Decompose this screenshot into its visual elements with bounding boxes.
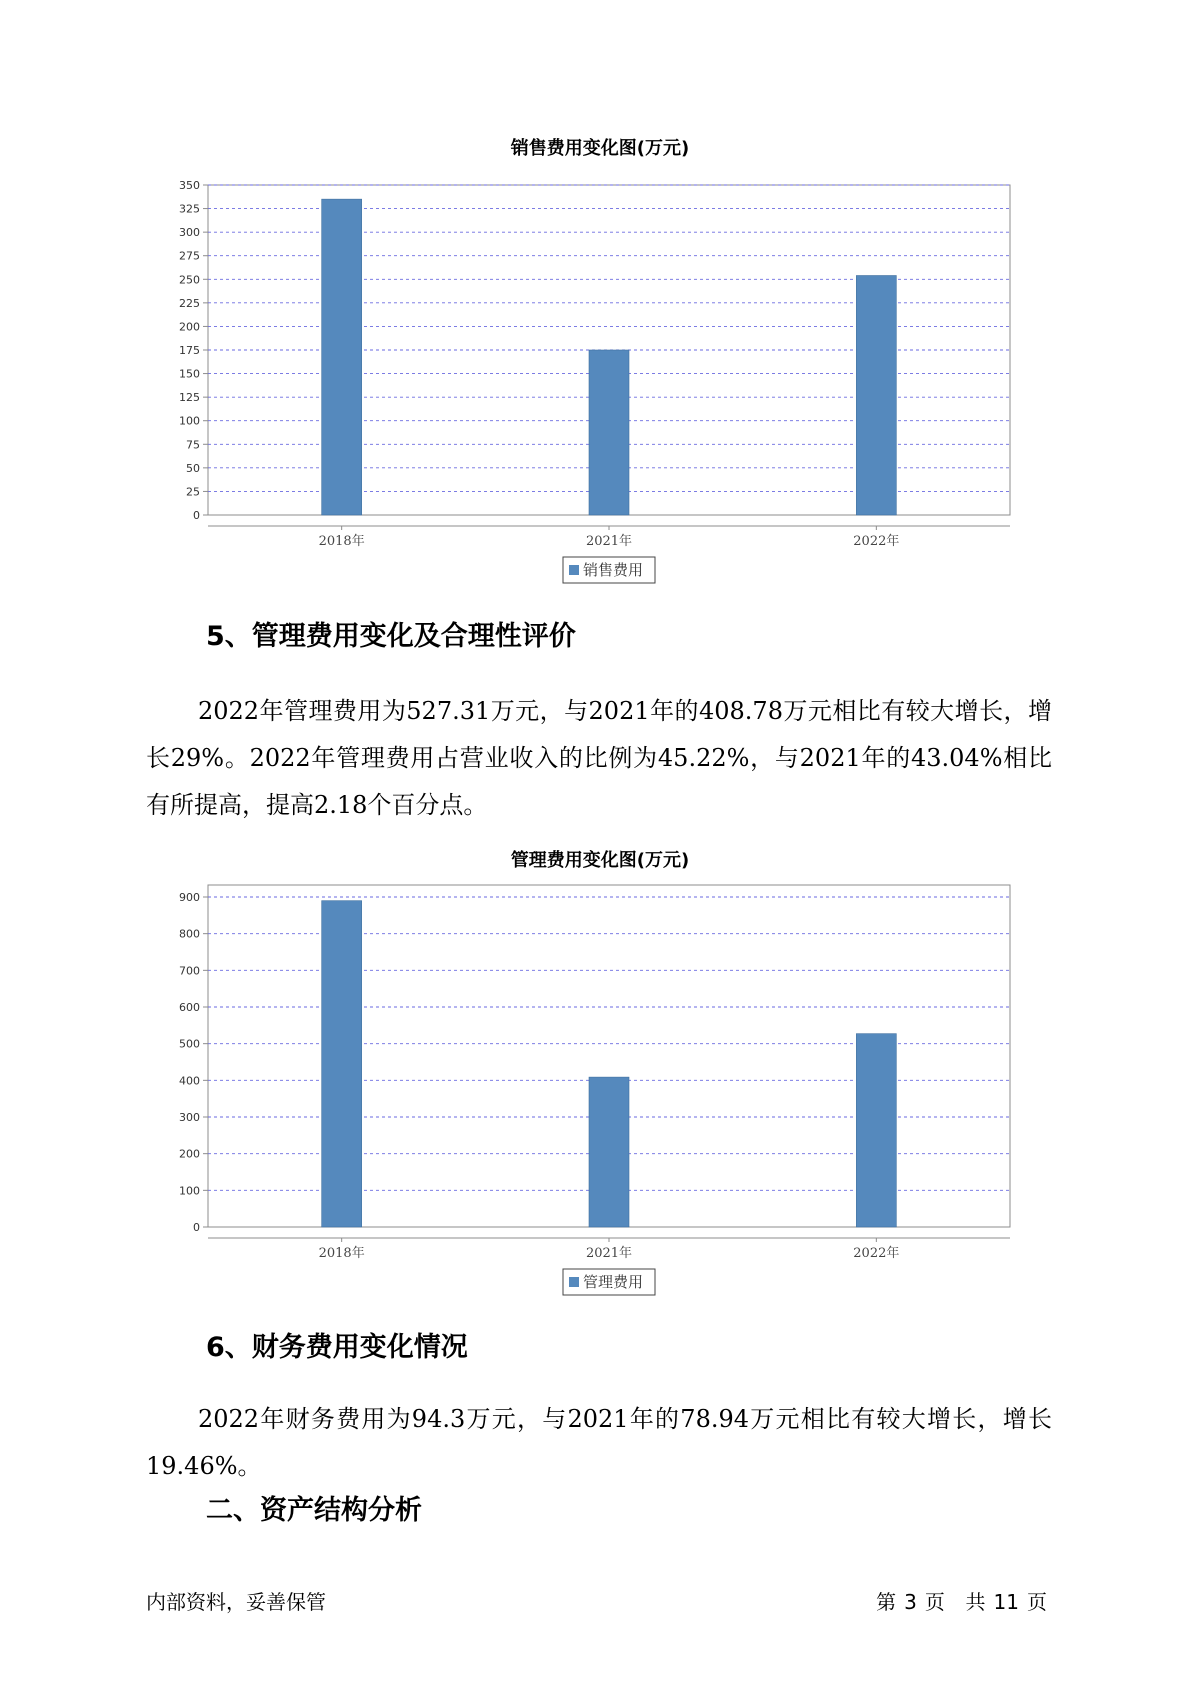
- page-unit: 页: [924, 1590, 945, 1614]
- x-tick-label: 2022年: [853, 534, 900, 549]
- page-number: 3: [904, 1590, 917, 1614]
- bar: [322, 199, 362, 515]
- y-tick-label: 325: [179, 202, 200, 216]
- legend-swatch: [569, 565, 579, 575]
- y-tick-label: 100: [179, 1184, 200, 1198]
- legend: [563, 557, 655, 583]
- total-unit: 页: [1027, 1590, 1047, 1614]
- total-pages: 11: [993, 1590, 1019, 1614]
- bar: [856, 276, 896, 515]
- y-tick-label: 0: [193, 1221, 200, 1234]
- y-tick-label: 600: [179, 1001, 200, 1014]
- chart-svg: [150, 842, 1030, 1304]
- y-tick-label: 75: [186, 438, 200, 452]
- y-tick-label: 150: [179, 367, 200, 381]
- y-tick-label: 300: [179, 226, 200, 240]
- y-tick-label: 25: [186, 485, 200, 499]
- y-tick-label: 900: [179, 891, 200, 904]
- chart-title: 销售费用变化图(万元): [510, 138, 690, 159]
- x-tick-label: 2018年: [318, 534, 365, 549]
- bar: [322, 901, 362, 1227]
- sales-expense-chart: [150, 130, 1030, 592]
- footer-confidential-note: 内部资料，妥善保管: [146, 1590, 326, 1614]
- y-tick-label: 200: [179, 320, 200, 334]
- y-tick-label: 350: [179, 179, 200, 192]
- x-tick-label: 2022年: [853, 1246, 900, 1261]
- legend-label: 销售费用: [583, 561, 644, 579]
- chart-title: 管理费用变化图(万元): [510, 850, 690, 871]
- x-tick-label: 2021年: [585, 534, 633, 549]
- section-6-heading: 6、财务费用变化情况: [206, 1332, 468, 1363]
- y-tick-label: 0: [193, 509, 200, 522]
- chart-svg: [150, 130, 1030, 592]
- section-5-paragraph: 2022年管理费用为527.31万元，与2021年的408.78万元相比有较大增长，增长29%。2022年管理费用占营业收入的比例为45.22%，与2021年的43.04%相比有所提高，提高2.18个百分点。: [146, 697, 1052, 819]
- total-prefix: 共: [965, 1590, 986, 1614]
- y-tick-label: 50: [186, 461, 200, 475]
- y-tick-label: 250: [179, 273, 200, 287]
- x-tick-label: 2018年: [318, 1246, 365, 1261]
- footer-page-info: [872, 1586, 1051, 1615]
- y-tick-label: 100: [179, 414, 200, 428]
- x-tick-label: 2021年: [585, 1246, 633, 1261]
- y-tick-label: 175: [179, 344, 200, 357]
- bar: [589, 1077, 629, 1227]
- bar: [856, 1034, 896, 1227]
- y-tick-label: 225: [179, 296, 200, 310]
- y-tick-label: 125: [179, 391, 200, 405]
- legend-label: 管理费用: [583, 1273, 644, 1291]
- y-tick-label: 300: [179, 1111, 200, 1124]
- section-6-paragraph: 2022年财务费用为94.3万元，与2021年的78.94万元相比有较大增长，增长19.46%。: [146, 1405, 1052, 1480]
- y-tick-label: 275: [179, 249, 200, 263]
- y-tick-label: 200: [179, 1147, 200, 1161]
- asset-structure-heading: 二、资产结构分析: [206, 1495, 422, 1526]
- legend-swatch: [569, 1277, 579, 1287]
- page-prefix: 第: [876, 1590, 897, 1614]
- y-tick-label: 800: [179, 927, 200, 941]
- bar: [589, 350, 629, 515]
- y-tick-label: 500: [179, 1037, 200, 1051]
- section-5-heading: 5、管理费用变化及合理性评价: [206, 621, 576, 652]
- y-tick-label: 700: [179, 964, 200, 978]
- legend: [563, 1269, 655, 1295]
- admin-expense-chart: [150, 842, 1030, 1304]
- y-tick-label: 400: [179, 1074, 200, 1088]
